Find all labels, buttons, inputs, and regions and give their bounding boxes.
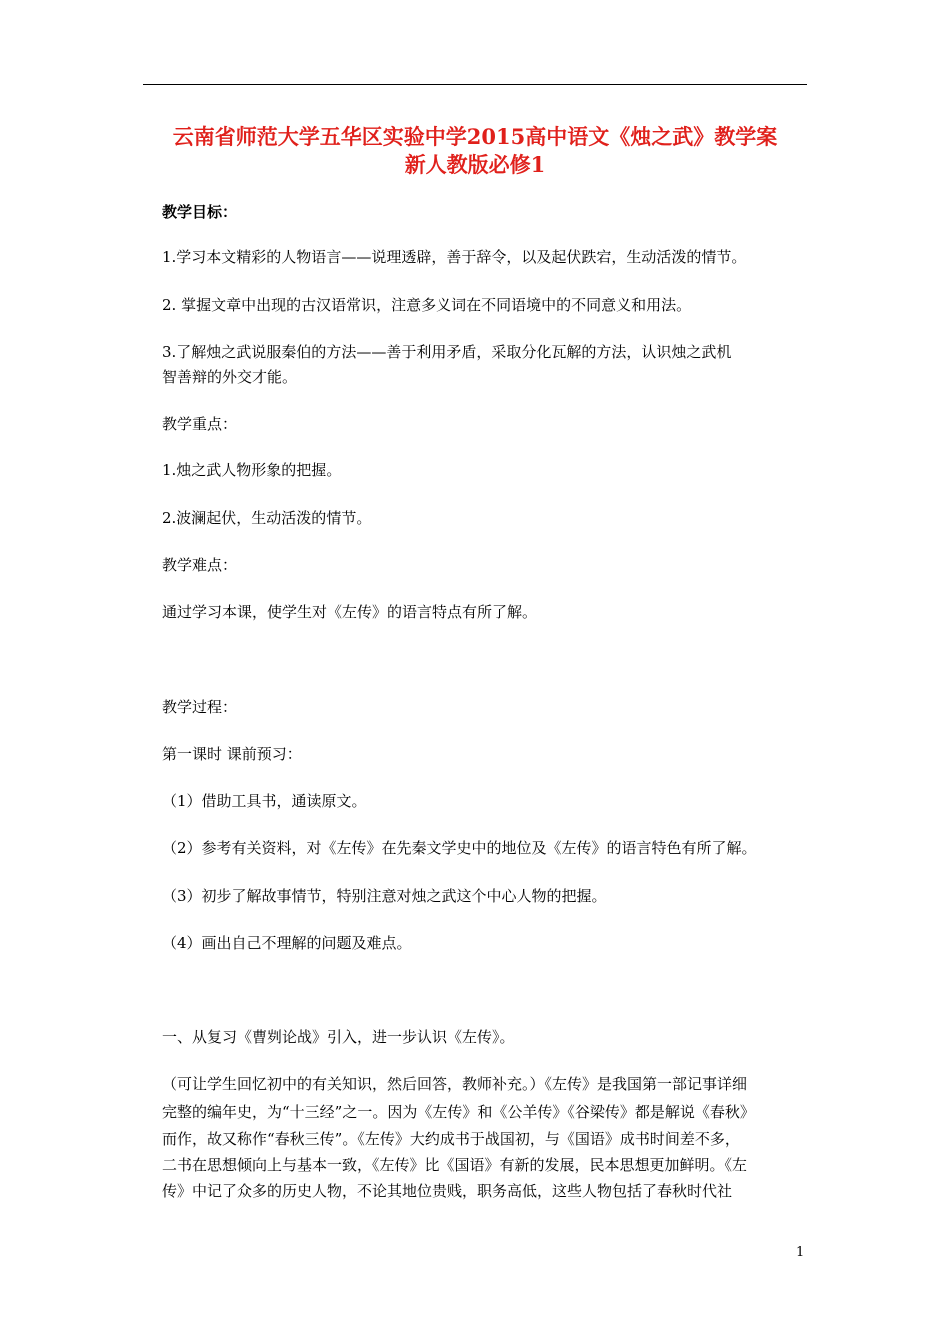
key-point-1: 1.烛之武人物形象的把握。 [162,461,342,479]
objective-2: 2. 掌握文章中出现的古汉语常识，注意多义词在不同语境中的不同意义和用法。 [162,296,692,314]
key-point-2: 2.波澜起伏，生动活泼的情节。 [162,509,372,527]
preview-item-4: （4）画出自己不理解的问题及难点。 [162,934,412,952]
preview-item-1: （1）借助工具书，通读原文。 [162,792,367,810]
preview-item-2: （2）参考有关资料，对《左传》在先秦文学史中的地位及《左传》的语言特色有所了解。 [162,839,757,857]
doc-title-line1: 云南省师范大学五华区实验中学2015高中语文《烛之武》教学案 [172,124,778,149]
section1-heading: 一、从复习《曹刿论战》引入，进一步认识《左传》。 [162,1028,515,1046]
objectives-heading: 教学目标： [162,203,238,221]
process-heading: 教学过程： [162,698,238,716]
objective-3-cont: 智善辩的外交才能。 [162,368,298,386]
section1-line-3: 而作，故又称作“春秋三传”。《左传》大约成书于战国初，与《国语》成书时间差不多， [162,1130,740,1148]
preview-item-3: （3）初步了解故事情节，特别注意对烛之武这个中心人物的把握。 [162,887,607,905]
key-points-heading: 教学重点： [162,415,238,433]
header-rule [143,84,807,85]
section1-line-5: 传》中记了众多的历史人物，不论其地位贵贱，职务高低，这些人物包括了春秋时代社 [162,1182,733,1200]
difficulty-text: 通过学习本课，使学生对《左传》的语言特点有所了解。 [162,603,538,621]
objective-1: 1.学习本文精彩的人物语言——说理透辟，善于辞令，以及起伏跌宕，生动活泼的情节。 [162,248,747,266]
lesson1-heading: 第一课时 课前预习： [162,745,302,763]
page-number: 1 [796,1245,805,1260]
section1-line-4: 二书在思想倾向上与基本一致，《左传》比《国语》有新的发展，民本思想更加鲜明。《左 [162,1156,748,1174]
difficulty-heading: 教学难点： [162,556,238,574]
doc-title-line2: 新人教版必修1 [404,152,546,177]
objective-3: 3.了解烛之武说服秦伯的方法——善于利用矛盾，采取分化瓦解的方法，认识烛之武机 [162,343,732,361]
section1-line-2: 完整的编年史，为“十三经”之一。因为《左传》和《公羊传》《谷梁传》都是解说《春秋》 [162,1103,755,1121]
section1-line-1: （可让学生回忆初中的有关知识，然后回答，教师补充。）《左传》是我国第一部记事详细 [162,1075,748,1093]
